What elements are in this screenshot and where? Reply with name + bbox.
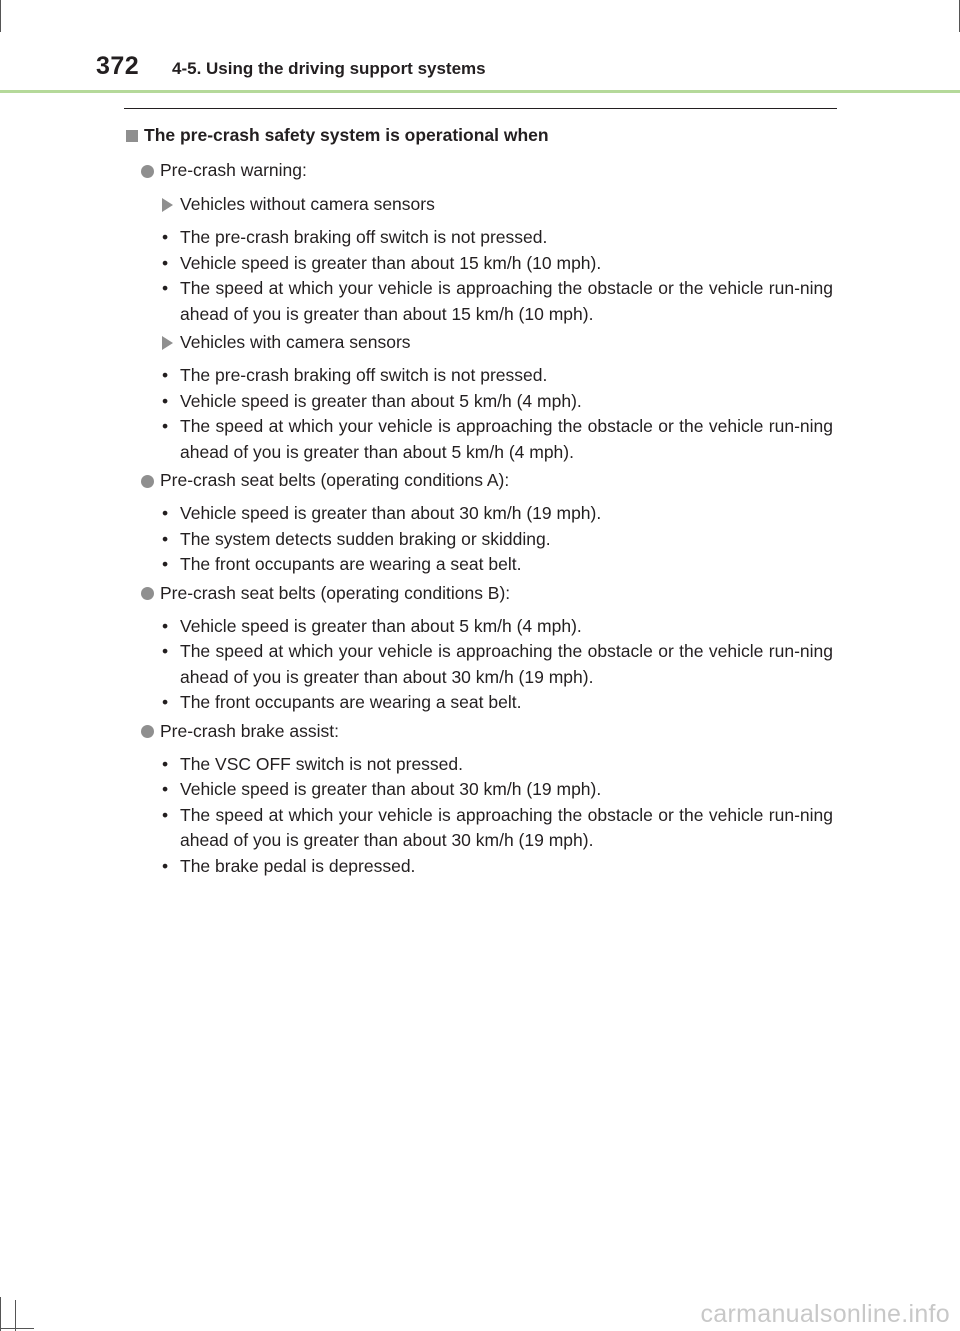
bullet-dot-icon: • xyxy=(162,528,169,549)
list-item: • Vehicle speed is greater than about 30 km/h (19 mph). xyxy=(124,777,837,803)
page-header xyxy=(96,52,486,92)
list-item: • The speed at which your vehicle is approaching the obstacle or the vehicle run-ning ahead of you is greater than about 15 km/h (10 mph). xyxy=(162,278,833,324)
condition-group-heading xyxy=(141,467,837,495)
page-number: 372 xyxy=(96,52,140,80)
bullet-dot-icon: • xyxy=(162,804,169,825)
section-heading xyxy=(124,122,837,150)
list-item: • The system detects sudden braking or skidding. xyxy=(124,527,837,553)
list-item: • Vehicle speed is greater than about 5 km/h (4 mph). xyxy=(124,614,837,640)
triangle-arrow-icon xyxy=(162,198,173,212)
bullet-dot-icon: • xyxy=(162,390,169,411)
square-bullet-icon xyxy=(126,130,138,142)
condition-group-heading xyxy=(141,580,837,608)
condition-group-heading xyxy=(141,718,837,746)
bullet-dot-icon: • xyxy=(162,365,169,385)
list-item: • The speed at which your vehicle is approaching the obstacle or the vehicle run-ning ahead of you is greater than about 5 km/h (4 mph). xyxy=(162,416,833,462)
bullet-dot-icon: • xyxy=(162,554,169,574)
condition-group-label: Pre-crash seat belts (operating conditions B): xyxy=(160,582,511,603)
condition-list xyxy=(124,363,837,465)
bullet-dot-icon: • xyxy=(162,503,169,523)
condition-group-label: Pre-crash seat belts (operating conditions A): xyxy=(160,470,510,491)
bullet-dot-icon: • xyxy=(162,641,169,661)
crop-mark xyxy=(0,0,1,32)
bullet-dot-icon: • xyxy=(162,692,169,712)
crop-mark xyxy=(0,1297,1,1331)
vehicle-type-label: Vehicles without camera sensors xyxy=(180,194,435,215)
bullet-dot-icon: • xyxy=(162,779,169,799)
list-item: • The VSC OFF switch is not pressed. xyxy=(124,752,837,778)
circle-bullet-icon xyxy=(141,725,154,738)
list-item: • The speed at which your vehicle is approaching the obstacle or the vehicle run-ning ahead of you is greater than about 30 km/h (19 mph). xyxy=(162,804,833,850)
vehicle-type-heading xyxy=(162,329,837,357)
triangle-arrow-icon xyxy=(162,336,173,350)
circle-bullet-icon xyxy=(141,587,154,600)
content-divider xyxy=(124,108,837,109)
crop-mark xyxy=(15,1300,16,1331)
condition-list xyxy=(124,752,837,880)
condition-list xyxy=(124,614,837,716)
bullet-dot-icon: • xyxy=(162,615,169,636)
circle-bullet-icon xyxy=(141,165,154,178)
header-divider xyxy=(0,90,960,93)
circle-bullet-icon xyxy=(141,475,154,488)
bullet-dot-icon: • xyxy=(162,252,169,273)
bullet-dot-icon: • xyxy=(162,278,169,298)
list-item: • The pre-crash braking off switch is not pressed. xyxy=(124,363,837,389)
bullet-dot-icon: • xyxy=(162,227,169,247)
section-heading-text: The pre-crash safety system is operational when xyxy=(144,125,549,146)
vehicle-type-heading xyxy=(162,191,837,219)
bullet-dot-icon: • xyxy=(162,416,169,436)
condition-list xyxy=(124,501,837,578)
condition-list xyxy=(124,225,837,327)
main-content xyxy=(124,122,837,879)
bullet-dot-icon: • xyxy=(162,753,169,774)
list-item: • Vehicle speed is greater than about 5 km/h (4 mph). xyxy=(124,389,837,415)
list-item: • Vehicle speed is greater than about 30 km/h (19 mph). xyxy=(124,501,837,527)
bullet-dot-icon: • xyxy=(162,855,169,876)
vehicle-type-label: Vehicles with camera sensors xyxy=(180,332,411,353)
list-item: • The brake pedal is depressed. xyxy=(124,854,837,880)
list-item: • Vehicle speed is greater than about 15 km/h (10 mph). xyxy=(124,251,837,277)
list-item: • The pre-crash braking off switch is not pressed. xyxy=(124,225,837,251)
condition-group-label: Pre-crash warning: xyxy=(160,160,307,181)
crop-mark xyxy=(0,1328,34,1329)
list-item: • The speed at which your vehicle is approaching the obstacle or the vehicle run-ning ahead of you is greater than about 30 km/h (19 mph). xyxy=(162,641,833,687)
list-item: • The front occupants are wearing a seat belt. xyxy=(124,690,837,716)
watermark: carmanualsonline.info xyxy=(700,1300,950,1328)
section-title: 4-5. Using the driving support systems xyxy=(172,59,486,78)
condition-group-label: Pre-crash brake assist: xyxy=(160,720,339,741)
condition-group-heading xyxy=(141,157,837,185)
list-item: • The front occupants are wearing a seat belt. xyxy=(124,552,837,578)
